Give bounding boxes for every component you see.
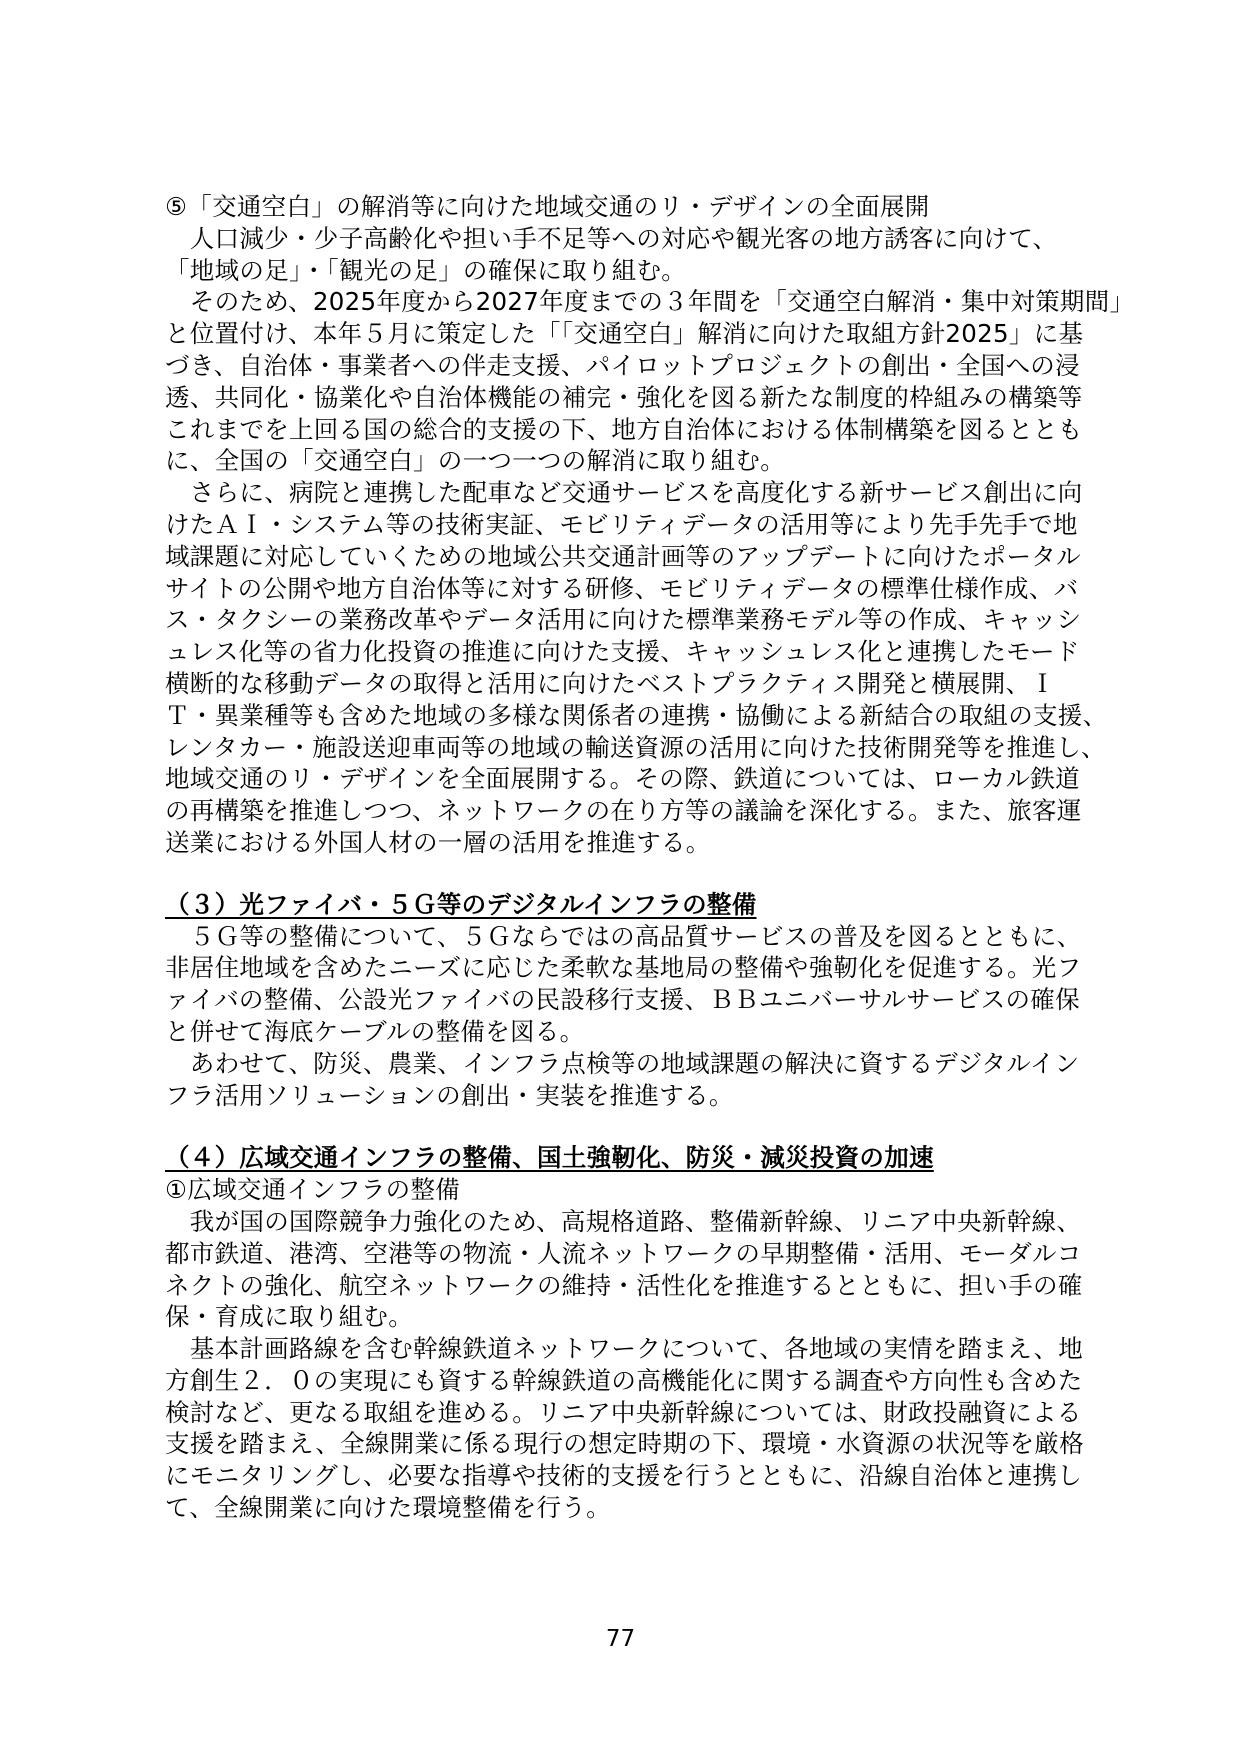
text-line: 都市鉄道、港湾、空港等の物流・人流ネットワークの早期整備・活用、モーダルコ (165, 1238, 1082, 1268)
text-line: にモニタリングし、必要な指導や技術的支援を行うとともに、沿線自治体と連携し (165, 1461, 1083, 1491)
text-line: 送業における外国人材の一層の活用を推進する。 (165, 827, 711, 857)
text-line: Ｔ・異業種等も含めた地域の多様な関係者の連携・協働による新結合の取組の支援、 (165, 700, 1108, 730)
section4-heading: （４）広域交通インフラの整備、国土強靭化、防災・減災投資の加速 (165, 1143, 934, 1173)
text-line: レンタカー・施設送迎車両等の地域の輸送資源の活用に向けた技術開発等を推進し、 (165, 732, 1106, 762)
text-line: サイトの公開や地方自治体等に対する研修、モビリティデータの標準仕様作成、バ (165, 573, 1079, 603)
spacer (165, 859, 1110, 889)
section5-paragraph-1 (165, 223, 1110, 287)
text-line: 我が国の国際競争力強化のため、高規格道路、整備新幹線、リニア中央新幹線、 (165, 1206, 1082, 1236)
text-line: そのため、2025年度から2027年度までの３年間を「交通空白解消・集中対策期間」 (165, 287, 1135, 317)
text-line: て、全線開業に向けた環境整備を行う。 (165, 1493, 611, 1523)
text-line: ス・タクシーの業務改革やデータ活用に向けた標準業務モデル等の作成、キャッシ (165, 605, 1082, 635)
section5-title: ⑤「交通空白」の解消等に向けた地域交通のリ・デザインの全面展開 (165, 192, 930, 221)
text-line: の再構築を推進しつつ、ネットワークの在り方等の議論を深化する。また、旅客運 (165, 796, 1082, 826)
section3-heading: （３）光ファイバ・５Ｇ等のデジタルインフラの整備 (165, 889, 757, 919)
text-line: 方創生２．０の実現にも資する幹線鉄道の高機能化に関する調査や方向性も含めた (165, 1365, 1083, 1395)
text-line: 基本計画路線を含む幹線鉄道ネットワークについて、各地域の実情を踏まえ、地 (165, 1334, 1084, 1364)
text-line: 横断的な移動データの取得と活用に向けたベストプラクティス開発と横展開、Ｉ (165, 668, 1056, 698)
text-line: 地域交通のリ・デザインを全面展開する。その際、鉄道については、ローカル鉄道 (165, 764, 1080, 794)
section4-paragraph-2 (165, 1333, 1110, 1524)
document-body (165, 191, 1135, 1524)
text-line: ュレス化等の省力化投資の推進に向けた支援、キャッシュレス化と連携したモード (165, 637, 1080, 667)
text-line: と併せて海底ケーブルの整備を図る。 (165, 1016, 585, 1046)
text-line: ５Ｇ等の整備について、５Ｇならではの高品質サービスの普及を図るとともに、 (165, 921, 1082, 951)
spacer (165, 1111, 1110, 1142)
text-line: 人口減少・少子高齢化や担い手不足等への対応や観光客の地方誘客に向けて、 (165, 223, 1058, 253)
text-line: ァイバの整備、公設光ファイバの民設移行支援、ＢＢユニバーサルサービスの確保 (165, 985, 1080, 1015)
text-line: フラ活用ソリューションの創出・実装を推進する。 (165, 1080, 734, 1110)
section4-paragraph-1 (165, 1206, 1110, 1333)
section5-paragraph-3 (165, 477, 1110, 859)
section5-paragraph-2 (165, 286, 1135, 477)
text-line: 非居住地域を含めたニーズに応じた柔軟な基地局の整備や強靭化を促進する。光フ (165, 953, 1082, 983)
text-line: これまでを上回る国の総合的支援の下、地方自治体における体制構築を図るととも (165, 414, 1083, 444)
text-line: 域課題に対応していくための地域公共交通計画等のアップデートに向けたポータル (165, 541, 1081, 571)
text-line: 透、共同化・協業化や自治体機能の補完・強化を図る新たな制度的枠組みの構築等 (165, 382, 1083, 412)
section3-paragraph-1 (165, 921, 1110, 1048)
section3-paragraph-2 (165, 1048, 1110, 1112)
text-line: 検討など、更なる取組を進める。リニア中央新幹線については、財政投融資による (165, 1397, 1082, 1427)
text-line: に、全国の「交通空白」の一つ一つの解消に取り組む。 (165, 446, 785, 476)
text-line: 支援を踏まえ、全線開業に係る現行の想定時期の下、環境・水資源の状況等を厳格 (165, 1429, 1085, 1459)
page-number: 77 (605, 1626, 636, 1652)
text-line: ネクトの強化、航空ネットワークの維持・活性化を推進するとともに、担い手の確 (165, 1270, 1083, 1300)
text-line: けたＡＩ・システム等の技術実証、モビリティデータの活用等により先手先手で地 (165, 509, 1078, 539)
text-line: と位置付け、本年５月に策定した「「交通空白」解消に向けた取組方針2025」に基 (165, 319, 1084, 349)
text-line: 「地域の足」・「観光の足」の確保に取り組む。 (165, 255, 687, 285)
text-line: あわせて、防災、農業、インフラ点検等の地域課題の解決に資するデジタルイン (165, 1048, 1080, 1078)
text-line: 保・育成に取り組む。 (165, 1302, 413, 1332)
section4-subheading: ①広域交通インフラの整備 (165, 1175, 461, 1205)
text-line: さらに、病院と連携した配車など交通サービスを高度化する新サービス創出に向 (165, 478, 1083, 508)
text-line: づき、自治体・事業者への伴走支援、パイロットプロジェクトの創出・全国への浸 (165, 350, 1080, 380)
